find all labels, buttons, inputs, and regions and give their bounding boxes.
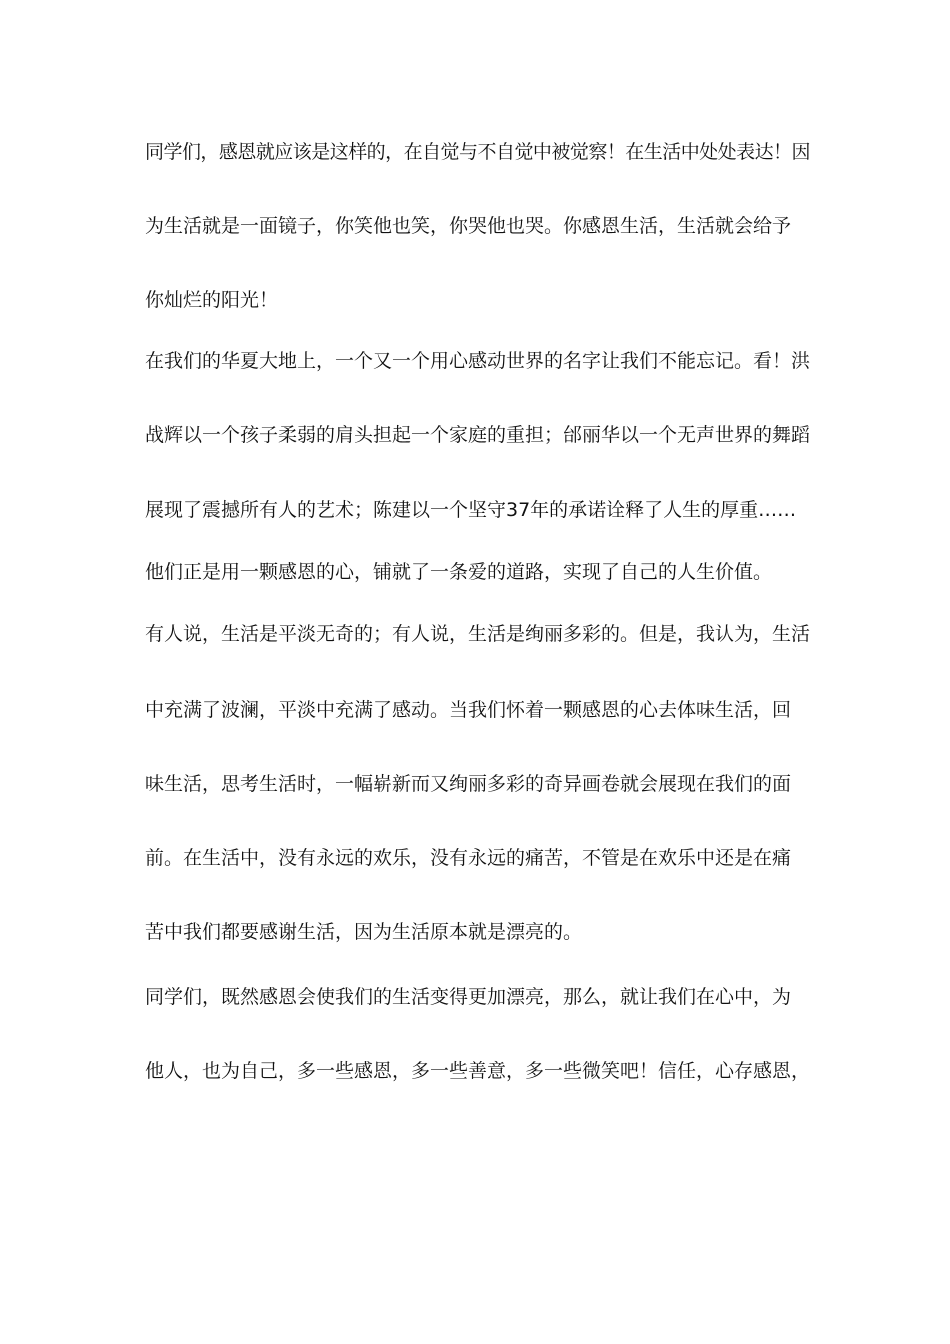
text-line: 他们正是用一颗感恩的心，铺就了一条爱的道路，实现了自己的人生价值。 bbox=[145, 561, 773, 583]
text-line: 展现了震撼所有人的艺术；陈建以一个坚守37年的承诺诠释了人生的厚重…… bbox=[145, 499, 797, 521]
text-line: 前。在生活中，没有永远的欢乐，没有永远的痛苦，不管是在欢乐中还是在痛 bbox=[145, 847, 792, 869]
text-line: 苦中我们都要感谢生活，因为生活原本就是漂亮的。 bbox=[145, 921, 583, 943]
text-line: 同学们，既然感恩会使我们的生活变得更加漂亮，那么，就让我们在心中，为 bbox=[145, 986, 792, 1008]
text-line: 味生活，思考生活时，一幅崭新而又绚丽多彩的奇异画卷就会展现在我们的面 bbox=[145, 773, 792, 795]
text-line: 有人说，生活是平淡无奇的；有人说，生活是绚丽多彩的。但是，我认为，生活 bbox=[145, 623, 811, 645]
text-line: 在我们的华夏大地上，一个又一个用心感动世界的名字让我们不能忘记。看！洪 bbox=[145, 350, 811, 372]
text-line: 中充满了波澜，平淡中充满了感动。当我们怀着一颗感恩的心去体味生活，回 bbox=[145, 699, 792, 721]
text-line: 为生活就是一面镜子，你笑他也笑，你哭他也哭。你感恩生活，生活就会给予 bbox=[145, 215, 792, 237]
text-line: 他人，也为自己，多一些感恩，多一些善意，多一些微笑吧！信任，心存感恩， bbox=[145, 1060, 811, 1082]
text-line: 战辉以一个孩子柔弱的肩头担起一个家庭的重担；邰丽华以一个无声世界的舞蹈 bbox=[145, 424, 811, 446]
text-line: 你灿烂的阳光！ bbox=[145, 289, 279, 311]
text-line: 同学们，感恩就应该是这样的，在自觉与不自觉中被觉察！在生活中处处表达！因 bbox=[145, 141, 811, 163]
